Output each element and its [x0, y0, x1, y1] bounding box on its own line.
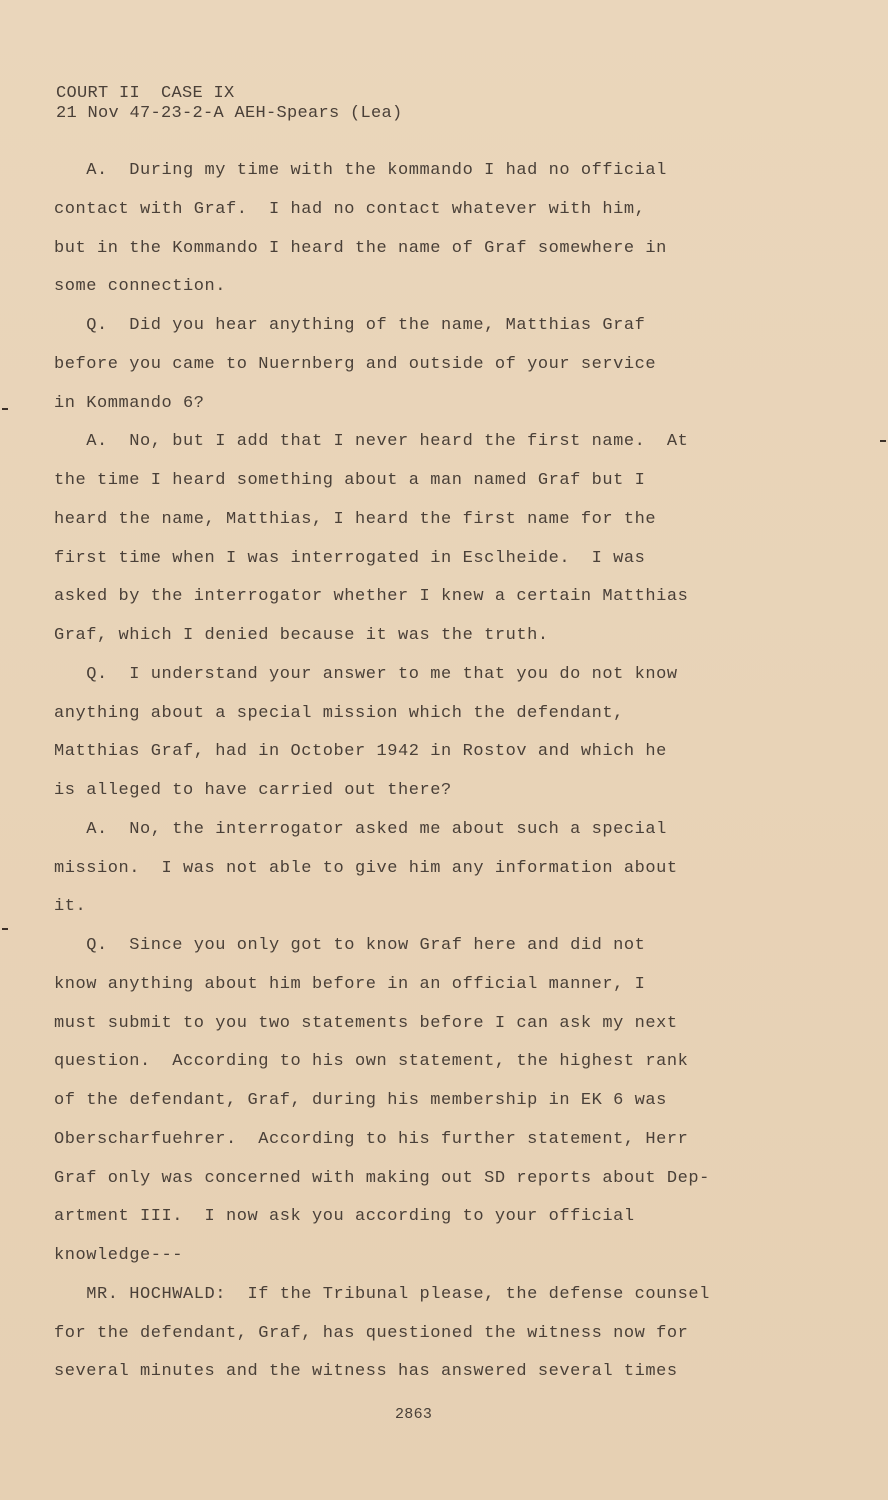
transcript-line: of the defendant, Graf, during his membership in EK 6 was	[54, 1091, 667, 1110]
page-number: 2863	[395, 1406, 433, 1423]
transcript-line: Q. Since you only got to know Graf here and did not	[54, 936, 646, 955]
header-court-case: COURT II CASE IX	[56, 84, 235, 103]
margin-mark	[880, 440, 886, 442]
transcript-line: A. No, the interrogator asked me about such a special	[54, 819, 667, 839]
transcript-line: first time when I was interrogated in Esclheide. I was	[54, 548, 646, 568]
transcript-line: heard the name, Matthias, I heard the first name for the	[54, 509, 657, 529]
transcript-line: Q. I understand your answer to me that you do not know	[54, 664, 678, 684]
transcript-line: for the defendant, Graf, has questioned the witness now for	[54, 1323, 689, 1343]
transcript-line: several minutes and the witness has answered several times	[54, 1362, 678, 1382]
transcript-line: but in the Kommando I heard the name of Graf somewhere in	[54, 238, 667, 258]
margin-mark	[2, 408, 8, 410]
transcript-line: asked by the interrogator whether I knew a certain Matthias	[54, 587, 689, 607]
transcript-line: MR. HOCHWALD: If the Tribunal please, the defense counsel	[54, 1284, 710, 1304]
transcript-line: before you came to Nuernberg and outside of your service	[54, 354, 657, 374]
document-header	[56, 84, 403, 124]
transcript-line: it.	[54, 897, 87, 917]
transcript-line: A. During my time with the kommando I had no official	[54, 161, 667, 180]
transcript-line: must submit to you two statements before I can ask my next	[54, 1013, 678, 1033]
transcript-line: contact with Graf. I had no contact whatever with him,	[54, 199, 646, 219]
transcript-line: Matthias Graf, had in October 1942 in Rostov and which he	[54, 742, 667, 762]
transcript-line: Oberscharfuehrer. According to his further statement, Herr	[54, 1129, 689, 1149]
transcript-line: artment III. I now ask you according to your official	[54, 1207, 635, 1227]
transcript-line: Q. Did you hear anything of the name, Matthias Graf	[54, 316, 646, 335]
transcript-line: A. No, but I add that I never heard the first name. At	[54, 432, 689, 452]
transcript-line: the time I heard something about a man named Graf but I	[54, 471, 646, 490]
transcript-line: is alleged to have carried out there?	[54, 781, 452, 800]
transcript-line: in Kommando 6?	[54, 393, 205, 413]
transcript-line: know anything about him before in an official manner, I	[54, 974, 646, 994]
transcript-line: knowledge---	[54, 1246, 184, 1265]
transcript-line: some connection.	[54, 277, 227, 297]
transcript-line: mission. I was not able to give him any information about	[54, 858, 678, 878]
transcript-line: question. According to his own statement, the highest rank	[54, 1052, 689, 1072]
margin-mark	[2, 928, 8, 930]
header-date-reporter: 21 Nov 47-23-2-A AEH-Spears (Lea)	[56, 104, 403, 123]
transcript-line: anything about a special mission which the defendant,	[54, 703, 624, 723]
transcript-line: Graf only was concerned with making out SD reports about Dep-	[54, 1168, 710, 1188]
transcript-line: Graf, which I denied because it was the truth.	[54, 626, 549, 645]
transcript-body	[54, 152, 774, 1392]
